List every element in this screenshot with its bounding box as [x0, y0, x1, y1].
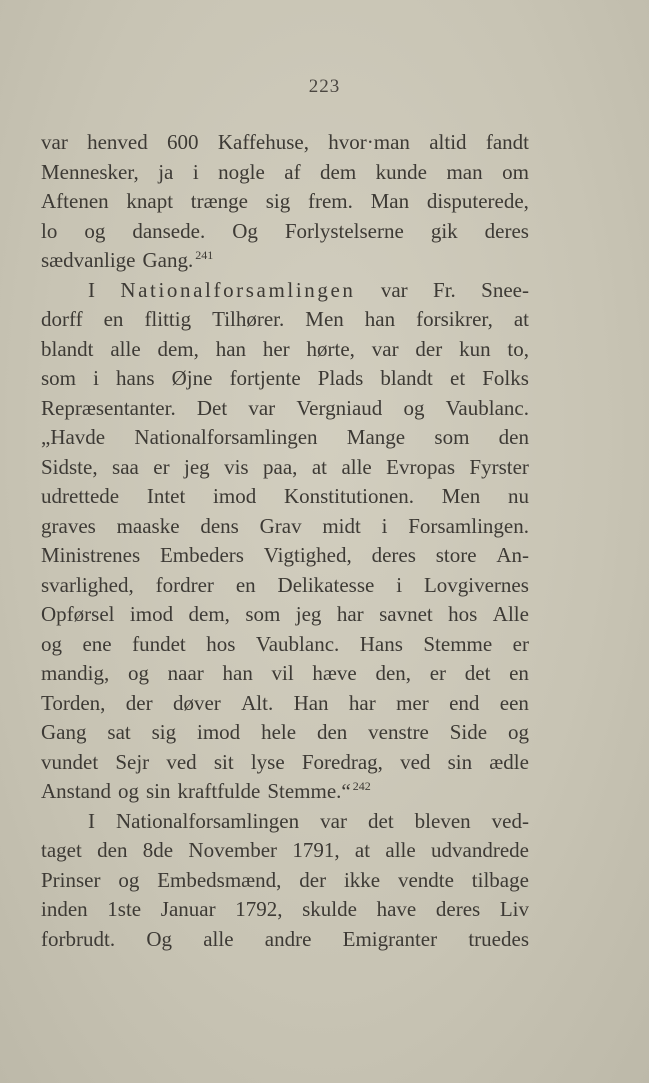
- line-word: vis: [224, 454, 249, 479]
- line-word: Han: [293, 690, 329, 715]
- line-word: hele: [261, 720, 297, 744]
- line-word: sig: [265, 189, 291, 213]
- text-line: [41, 925, 529, 955]
- line-word: Sidste,: [41, 454, 98, 479]
- line-word: og: [118, 867, 140, 892]
- line-word: han: [215, 336, 247, 361]
- paragraph: [41, 276, 529, 807]
- text-line: [41, 394, 529, 424]
- text-line: [41, 807, 529, 837]
- line-word: alle: [203, 926, 234, 951]
- line-word: Torden,: [41, 690, 106, 715]
- line-word: blandt: [380, 366, 433, 390]
- paragraph: [41, 128, 529, 276]
- line-word: flittig: [144, 307, 192, 331]
- line-word: Øjne: [171, 366, 213, 390]
- line-word: ene: [82, 631, 112, 656]
- line-word: er: [512, 631, 529, 656]
- line-word: der: [415, 336, 443, 361]
- line-word: disputerede,: [426, 189, 529, 213]
- line-word: vendte: [397, 867, 454, 892]
- line-word: Man: [370, 189, 410, 213]
- text-line: [41, 630, 529, 660]
- line-word: mandig,: [41, 661, 110, 685]
- line-word: jeg: [295, 602, 322, 626]
- text-line: [41, 187, 529, 217]
- line-word: forbrudt.: [41, 926, 116, 951]
- text-line: [41, 158, 529, 188]
- line-word: Alle: [492, 602, 529, 626]
- text-line: [41, 866, 529, 896]
- line-word: og: [127, 661, 149, 685]
- line-word: end: [449, 690, 480, 715]
- line-word: Og: [232, 218, 258, 243]
- line-word: I: [88, 277, 95, 302]
- line-word: saa: [112, 454, 139, 479]
- line-word: ædle: [489, 749, 529, 774]
- line-word: Gang. $^{241}$: [142, 248, 214, 272]
- line-word: mer: [396, 690, 429, 715]
- line-word: vundet: [41, 749, 99, 774]
- line-word: sit: [213, 749, 234, 774]
- line-word: den: [316, 720, 348, 744]
- line-word: Alt.: [241, 690, 274, 715]
- line-word: nu: [507, 484, 529, 508]
- line-word: og: [507, 720, 529, 744]
- line-word: udvandrede: [431, 838, 529, 862]
- line-word: et: [450, 366, 466, 390]
- line-word: ja: [158, 159, 174, 184]
- line-word: tilbage: [471, 867, 529, 892]
- line-word: fortjente: [229, 366, 301, 390]
- line-word: i: [192, 159, 199, 184]
- line-word: hans: [116, 366, 155, 390]
- line-word: som: [434, 425, 470, 449]
- line-word: imod: [197, 720, 241, 744]
- line-word: dem,: [157, 336, 199, 361]
- line-word: Anstand: [41, 779, 111, 803]
- text-line: [41, 305, 529, 335]
- line-word: Plads: [317, 366, 364, 390]
- line-word: truedes: [468, 926, 529, 951]
- line-word: andre: [264, 926, 312, 951]
- line-word: Stemme.“ $^{242}$: [267, 779, 371, 803]
- footnote-reference[interactable]: 241: [195, 248, 214, 262]
- line-word: imod: [129, 602, 174, 626]
- line-word: og: [41, 631, 62, 656]
- line-word: naar: [167, 661, 204, 685]
- line-word: Delikatesse: [277, 572, 375, 597]
- line-word: Vaublanc.: [445, 395, 529, 420]
- line-word: 600: [167, 130, 199, 154]
- text-line: [41, 571, 529, 601]
- line-word: Konstitutionen.: [283, 484, 415, 508]
- text-line: [41, 246, 529, 276]
- text-line: [41, 748, 529, 778]
- line-word: sædvanlige: [41, 248, 136, 272]
- text-line: [41, 659, 529, 689]
- line-word: var: [371, 336, 399, 361]
- text-line: [41, 718, 529, 748]
- line-word: Folks: [482, 366, 529, 390]
- line-word: Side: [449, 720, 488, 744]
- line-word: døver: [172, 690, 221, 715]
- line-word: Opførsel: [41, 602, 115, 626]
- line-word: man: [446, 159, 483, 184]
- line-word: blandt: [41, 336, 94, 361]
- line-word: han: [364, 307, 396, 331]
- line-word: Stemme: [423, 631, 493, 656]
- text-line: [41, 541, 529, 571]
- text-line: [41, 453, 529, 483]
- line-word: den: [498, 425, 529, 449]
- line-word: Men: [441, 484, 481, 508]
- line-word: nogle: [218, 159, 265, 184]
- line-word: hørte,: [306, 336, 355, 361]
- line-word: har: [336, 602, 364, 626]
- line-word: henved: [87, 130, 148, 154]
- line-word: udrettede: [41, 484, 120, 508]
- emphasized-word: Nationalforsamlingen: [120, 277, 356, 302]
- line-word: 1791,: [292, 838, 340, 862]
- line-word: bleven: [414, 808, 471, 833]
- line-word: lo: [41, 218, 58, 243]
- line-word: kunde: [375, 159, 427, 184]
- text-line: [41, 335, 529, 365]
- line-word: i: [381, 513, 388, 538]
- line-word: hos: [206, 631, 236, 656]
- line-word: Hans: [359, 631, 403, 656]
- footnote-reference[interactable]: 242: [352, 779, 371, 793]
- line-word: sin: [146, 779, 171, 803]
- line-word: Men: [305, 307, 344, 331]
- line-word: at: [311, 454, 328, 479]
- line-word: og: [403, 395, 425, 420]
- line-word: November: [188, 838, 278, 862]
- line-word: en: [509, 661, 529, 685]
- text-line: [41, 276, 529, 306]
- line-word: 1ste: [107, 897, 142, 921]
- line-word: den: [97, 838, 128, 862]
- line-word: Januar: [160, 897, 216, 921]
- line-word: Aftenen: [41, 189, 109, 213]
- line-word: fundet: [132, 631, 186, 656]
- line-word: jeg: [184, 454, 210, 479]
- line-word: var: [380, 277, 408, 302]
- line-word: to,: [507, 336, 529, 361]
- line-word: han: [222, 661, 253, 685]
- line-word: deres: [371, 543, 416, 567]
- line-word: graves: [41, 513, 96, 538]
- text-line: [41, 217, 529, 247]
- line-word: kun: [459, 336, 491, 361]
- line-word: Og: [146, 926, 172, 951]
- line-word: deres: [435, 897, 481, 921]
- line-word: Ministrenes: [41, 543, 141, 567]
- line-word: Embedsmænd,: [157, 867, 282, 892]
- text-line: [41, 895, 529, 925]
- text-line: [41, 600, 529, 630]
- line-word: skulde: [302, 897, 357, 921]
- line-word: store: [435, 543, 477, 567]
- line-word: 1792,: [235, 897, 283, 921]
- line-word: Gang: [41, 720, 87, 744]
- text-line: [41, 836, 529, 866]
- line-word: Embeders: [159, 543, 244, 567]
- line-word: Vigtighed,: [263, 543, 352, 567]
- line-word: ved: [400, 749, 431, 774]
- line-word: „Havde: [41, 425, 106, 449]
- line-word: Fr.: [433, 277, 456, 302]
- line-word: vil: [271, 661, 294, 685]
- line-word: dens: [200, 513, 239, 538]
- line-word: Mange: [346, 425, 406, 449]
- line-word: sat: [107, 720, 131, 744]
- text-line: [41, 482, 529, 512]
- line-word: Nationalforsamlingen: [134, 425, 318, 449]
- line-word: i: [93, 366, 99, 390]
- line-word: hos: [448, 602, 478, 626]
- text-line: [41, 512, 529, 542]
- line-word: var: [320, 808, 347, 833]
- line-word: alle: [385, 838, 416, 862]
- line-word: Nationalforsamlingen: [116, 808, 300, 833]
- line-word: hvor·man: [328, 130, 410, 154]
- body-text: [41, 128, 529, 954]
- line-word: An-: [496, 543, 529, 567]
- line-word: lyse: [250, 749, 285, 774]
- line-word: kraftfulde: [177, 779, 261, 803]
- line-word: Tilhører.: [212, 307, 285, 331]
- line-word: ikke: [343, 867, 381, 892]
- line-word: Fyrster: [469, 454, 529, 479]
- line-word: har: [348, 690, 376, 715]
- line-word: maaske: [116, 513, 180, 538]
- line-word: Kaffehuse,: [217, 130, 309, 154]
- line-word: have: [376, 897, 417, 921]
- line-word: Forsamlingen.: [408, 513, 529, 538]
- line-word: altid: [429, 130, 467, 154]
- line-word: Foredrag,: [301, 749, 383, 774]
- line-word: hæve: [312, 661, 357, 685]
- paragraph: [41, 807, 529, 955]
- line-word: deres: [484, 218, 529, 243]
- line-word: Emigranter: [342, 926, 438, 951]
- line-word: forsikrer,: [416, 307, 493, 331]
- text-line: [41, 689, 529, 719]
- text-line: [41, 777, 529, 807]
- line-word: Repræsentanter.: [41, 395, 176, 420]
- line-word: knapt: [126, 189, 174, 213]
- line-word: gik: [430, 218, 458, 243]
- line-word: er: [153, 454, 170, 479]
- line-word: at: [513, 307, 529, 331]
- line-word: der: [299, 867, 327, 892]
- line-word: var: [248, 395, 276, 420]
- line-word: der: [125, 690, 153, 715]
- line-word: frem.: [307, 189, 353, 213]
- line-word: Evropas: [386, 454, 455, 479]
- line-word: og: [84, 218, 106, 243]
- line-word: en: [235, 572, 256, 597]
- line-word: ved: [166, 749, 197, 774]
- line-word: venstre: [368, 720, 429, 744]
- line-word: er: [429, 661, 447, 685]
- line-word: een: [499, 690, 529, 715]
- line-word: savnet: [379, 602, 433, 626]
- line-word: af: [284, 159, 301, 184]
- line-word: den,: [375, 661, 412, 685]
- line-word: her: [262, 336, 290, 361]
- line-word: i: [396, 572, 403, 597]
- line-word: Snee-: [481, 277, 529, 302]
- line-word: imod: [213, 484, 257, 508]
- line-word: I: [88, 808, 95, 833]
- line-word: alle: [110, 336, 141, 361]
- line-word: det: [368, 808, 394, 833]
- line-word: Intet: [146, 484, 186, 508]
- line-word: sig: [151, 720, 177, 744]
- line-word: Forlystelserne: [284, 218, 404, 243]
- line-word: og: [118, 779, 139, 803]
- line-word: svarlighed,: [41, 572, 134, 597]
- line-word: en: [103, 307, 124, 331]
- page-number: 223: [308, 76, 341, 97]
- line-word: sin: [447, 749, 473, 774]
- line-word: paa,: [263, 454, 298, 479]
- line-word: Prinser: [41, 867, 101, 892]
- line-word: som: [41, 366, 77, 390]
- line-word: alle: [341, 454, 372, 479]
- line-word: Vaublanc.: [255, 631, 340, 656]
- text-line: [41, 423, 529, 453]
- line-word: fordrer: [155, 572, 214, 597]
- line-word: Vergniaud: [296, 395, 383, 420]
- line-word: inden: [41, 897, 88, 921]
- line-word: Grav: [259, 513, 302, 538]
- line-word: dorff: [41, 307, 83, 331]
- line-word: dansede.: [132, 218, 206, 243]
- line-word: fandt: [485, 130, 529, 154]
- line-word: dem,: [188, 602, 230, 626]
- line-word: taget: [41, 838, 82, 862]
- line-word: at: [354, 838, 371, 862]
- line-word: dem: [320, 159, 357, 184]
- line-word: som: [245, 602, 281, 626]
- line-word: det: [464, 661, 491, 685]
- line-word: 8de: [142, 838, 174, 862]
- line-word: Sejr: [115, 749, 150, 774]
- line-word: midt: [322, 513, 361, 538]
- line-word: ved-: [491, 808, 529, 833]
- line-word: trænge: [190, 189, 248, 213]
- line-word: Det: [196, 395, 228, 420]
- line-word: Liv: [499, 897, 529, 921]
- line-word: var: [41, 130, 68, 154]
- line-word: Mennesker,: [41, 159, 139, 184]
- line-word: Lovgivernes: [423, 572, 529, 597]
- line-word: om: [502, 159, 529, 184]
- text-line: [41, 128, 529, 158]
- text-line: [41, 364, 529, 394]
